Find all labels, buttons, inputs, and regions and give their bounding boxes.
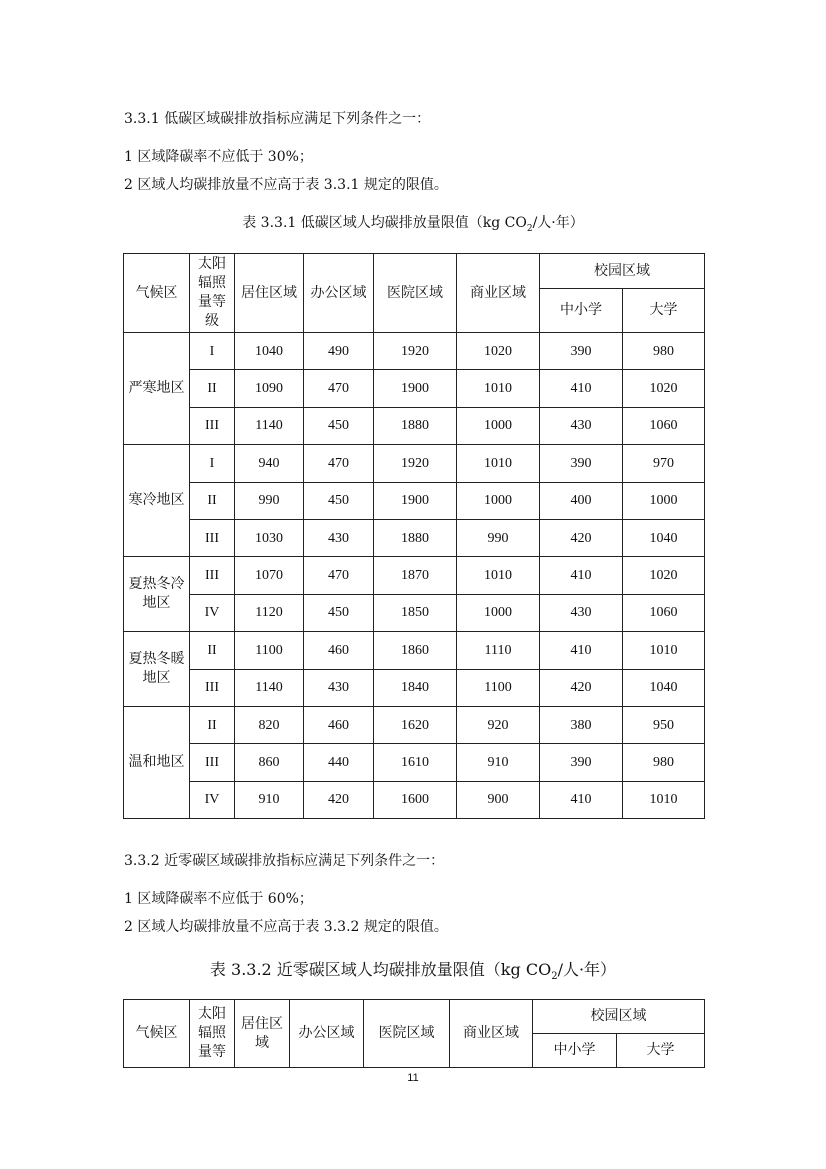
- value-cell: 1010: [457, 370, 540, 407]
- solar-level-cell: III: [190, 669, 235, 706]
- value-cell: 1060: [623, 407, 705, 444]
- value-cell: 1920: [374, 445, 457, 482]
- value-cell: 450: [304, 482, 374, 519]
- solar-level-cell: III: [190, 744, 235, 781]
- page-number: 11: [407, 1072, 419, 1084]
- table-row: [124, 519, 705, 556]
- solar-level-cell: III: [190, 557, 235, 594]
- table-row: [124, 482, 705, 519]
- value-cell: 1000: [457, 407, 540, 444]
- table-row: [124, 781, 705, 818]
- value-cell: 420: [540, 669, 623, 706]
- col-header-office: 办公区域: [304, 254, 374, 333]
- value-cell: 390: [540, 333, 623, 370]
- table-row: [124, 744, 705, 781]
- value-cell: 1000: [623, 482, 705, 519]
- table-row: [124, 594, 705, 631]
- value-cell: 1000: [457, 482, 540, 519]
- value-cell: 980: [623, 744, 705, 781]
- region-cell: 严寒地区: [124, 333, 190, 445]
- value-cell: 1900: [374, 370, 457, 407]
- solar-level-cell: I: [190, 445, 235, 482]
- section2-item1: 1 区域降碳率不应低于 60%；: [124, 891, 313, 907]
- value-cell: 1020: [623, 370, 705, 407]
- value-cell: 420: [304, 781, 374, 818]
- value-cell: 1010: [623, 632, 705, 669]
- t2-col-header-climate: 气候区: [124, 1000, 190, 1068]
- solar-level-cell: I: [190, 333, 235, 370]
- value-cell: 450: [304, 407, 374, 444]
- section2-item2: 2 区域人均碳排放量不应高于表 3.3.2 规定的限值。: [124, 919, 448, 935]
- table-row: [124, 669, 705, 706]
- solar-level-cell: II: [190, 706, 235, 743]
- value-cell: 390: [540, 744, 623, 781]
- value-cell: 1000: [457, 594, 540, 631]
- value-cell: 380: [540, 706, 623, 743]
- value-cell: 1140: [235, 407, 304, 444]
- t2-col-header-hospital: 医院区域: [364, 1000, 450, 1068]
- t2-col-header-school: 中小学: [533, 1034, 617, 1068]
- value-cell: 940: [235, 445, 304, 482]
- col-header-commercial: 商业区域: [457, 254, 540, 333]
- table-row: [124, 370, 705, 407]
- value-cell: 1070: [235, 557, 304, 594]
- t2-col-header-office: 办公区域: [290, 1000, 364, 1068]
- value-cell: 1040: [623, 519, 705, 556]
- value-cell: 1010: [457, 445, 540, 482]
- region-cell: 夏热冬暖地区: [124, 632, 190, 707]
- value-cell: 1060: [623, 594, 705, 631]
- col-header-school: 中小学: [540, 289, 623, 333]
- value-cell: 1040: [235, 333, 304, 370]
- table-row: [124, 706, 705, 743]
- value-cell: 420: [540, 519, 623, 556]
- t2-col-header-residential: 居住区域: [235, 1000, 290, 1068]
- value-cell: 490: [304, 333, 374, 370]
- value-cell: 1020: [623, 557, 705, 594]
- table-row: [124, 557, 705, 594]
- table1-caption: 表 3.3.1 低碳区域人均碳排放量限值（kg $CO_2/$人·年）: [242, 215, 584, 234]
- col-header-climate: 气候区: [124, 254, 190, 333]
- value-cell: 410: [540, 781, 623, 818]
- value-cell: 410: [540, 370, 623, 407]
- value-cell: 990: [235, 482, 304, 519]
- col-header-campus: 校园区域: [540, 254, 705, 289]
- value-cell: 980: [623, 333, 705, 370]
- value-cell: 1010: [623, 781, 705, 818]
- solar-level-cell: III: [190, 519, 235, 556]
- value-cell: 990: [457, 519, 540, 556]
- value-cell: 440: [304, 744, 374, 781]
- value-cell: 1850: [374, 594, 457, 631]
- value-cell: 1880: [374, 519, 457, 556]
- value-cell: 1120: [235, 594, 304, 631]
- value-cell: 1880: [374, 407, 457, 444]
- value-cell: 1030: [235, 519, 304, 556]
- value-cell: 910: [235, 781, 304, 818]
- value-cell: 1610: [374, 744, 457, 781]
- value-cell: 950: [623, 706, 705, 743]
- value-cell: 450: [304, 594, 374, 631]
- value-cell: 470: [304, 370, 374, 407]
- region-cell: 寒冷地区: [124, 445, 190, 557]
- value-cell: 390: [540, 445, 623, 482]
- table-row: [124, 632, 705, 669]
- value-cell: 1900: [374, 482, 457, 519]
- value-cell: 820: [235, 706, 304, 743]
- t2-col-header-commercial: 商业区域: [450, 1000, 533, 1068]
- solar-level-cell: II: [190, 632, 235, 669]
- value-cell: 1840: [374, 669, 457, 706]
- t2-col-header-university: 大学: [617, 1034, 705, 1068]
- value-cell: 1100: [235, 632, 304, 669]
- value-cell: 1620: [374, 706, 457, 743]
- value-cell: 430: [540, 594, 623, 631]
- value-cell: 470: [304, 557, 374, 594]
- value-cell: 460: [304, 706, 374, 743]
- table-row: [124, 333, 705, 370]
- value-cell: 920: [457, 706, 540, 743]
- t2-col-header-solar: 太阳辐照量等: [190, 1000, 235, 1068]
- table1: [123, 253, 705, 819]
- solar-level-cell: IV: [190, 781, 235, 818]
- table-row: [124, 407, 705, 444]
- value-cell: 1600: [374, 781, 457, 818]
- value-cell: 1040: [623, 669, 705, 706]
- solar-level-cell: III: [190, 407, 235, 444]
- value-cell: 1110: [457, 632, 540, 669]
- region-cell: 夏热冬冷地区: [124, 557, 190, 632]
- solar-level-cell: IV: [190, 594, 235, 631]
- value-cell: 430: [304, 669, 374, 706]
- value-cell: 1870: [374, 557, 457, 594]
- col-header-university: 大学: [623, 289, 705, 333]
- value-cell: 910: [457, 744, 540, 781]
- value-cell: 430: [304, 519, 374, 556]
- value-cell: 1860: [374, 632, 457, 669]
- table-row: [124, 445, 705, 482]
- col-header-hospital: 医院区域: [374, 254, 457, 333]
- value-cell: 1020: [457, 333, 540, 370]
- section1-item2: 2 区域人均碳排放量不应高于表 3.3.1 规定的限值。: [124, 177, 448, 193]
- section1-item1: 1 区域降碳率不应低于 30%；: [124, 149, 313, 165]
- t2-col-header-campus: 校园区域: [533, 1000, 705, 1034]
- value-cell: 860: [235, 744, 304, 781]
- section2-heading: 3.3.2 近零碳区域碳排放指标应满足下列条件之一：: [124, 853, 445, 869]
- table2: [123, 999, 705, 1068]
- solar-level-cell: II: [190, 482, 235, 519]
- value-cell: 1920: [374, 333, 457, 370]
- table2-caption: 表 3.3.2 近零碳区域人均碳排放量限值（kg $CO_2/$人·年）: [209, 960, 617, 983]
- value-cell: 460: [304, 632, 374, 669]
- value-cell: 1100: [457, 669, 540, 706]
- value-cell: 970: [623, 445, 705, 482]
- section1-heading: 3.3.1 低碳区域碳排放指标应满足下列条件之一：: [124, 111, 431, 127]
- value-cell: 430: [540, 407, 623, 444]
- region-cell: 温和地区: [124, 706, 190, 818]
- value-cell: 1090: [235, 370, 304, 407]
- col-header-solar: 太阳辐照量等级: [190, 254, 235, 333]
- value-cell: 410: [540, 632, 623, 669]
- solar-level-cell: II: [190, 370, 235, 407]
- value-cell: 470: [304, 445, 374, 482]
- value-cell: 400: [540, 482, 623, 519]
- value-cell: 900: [457, 781, 540, 818]
- value-cell: 1140: [235, 669, 304, 706]
- col-header-residential: 居住区域: [235, 254, 304, 333]
- value-cell: 1010: [457, 557, 540, 594]
- value-cell: 410: [540, 557, 623, 594]
